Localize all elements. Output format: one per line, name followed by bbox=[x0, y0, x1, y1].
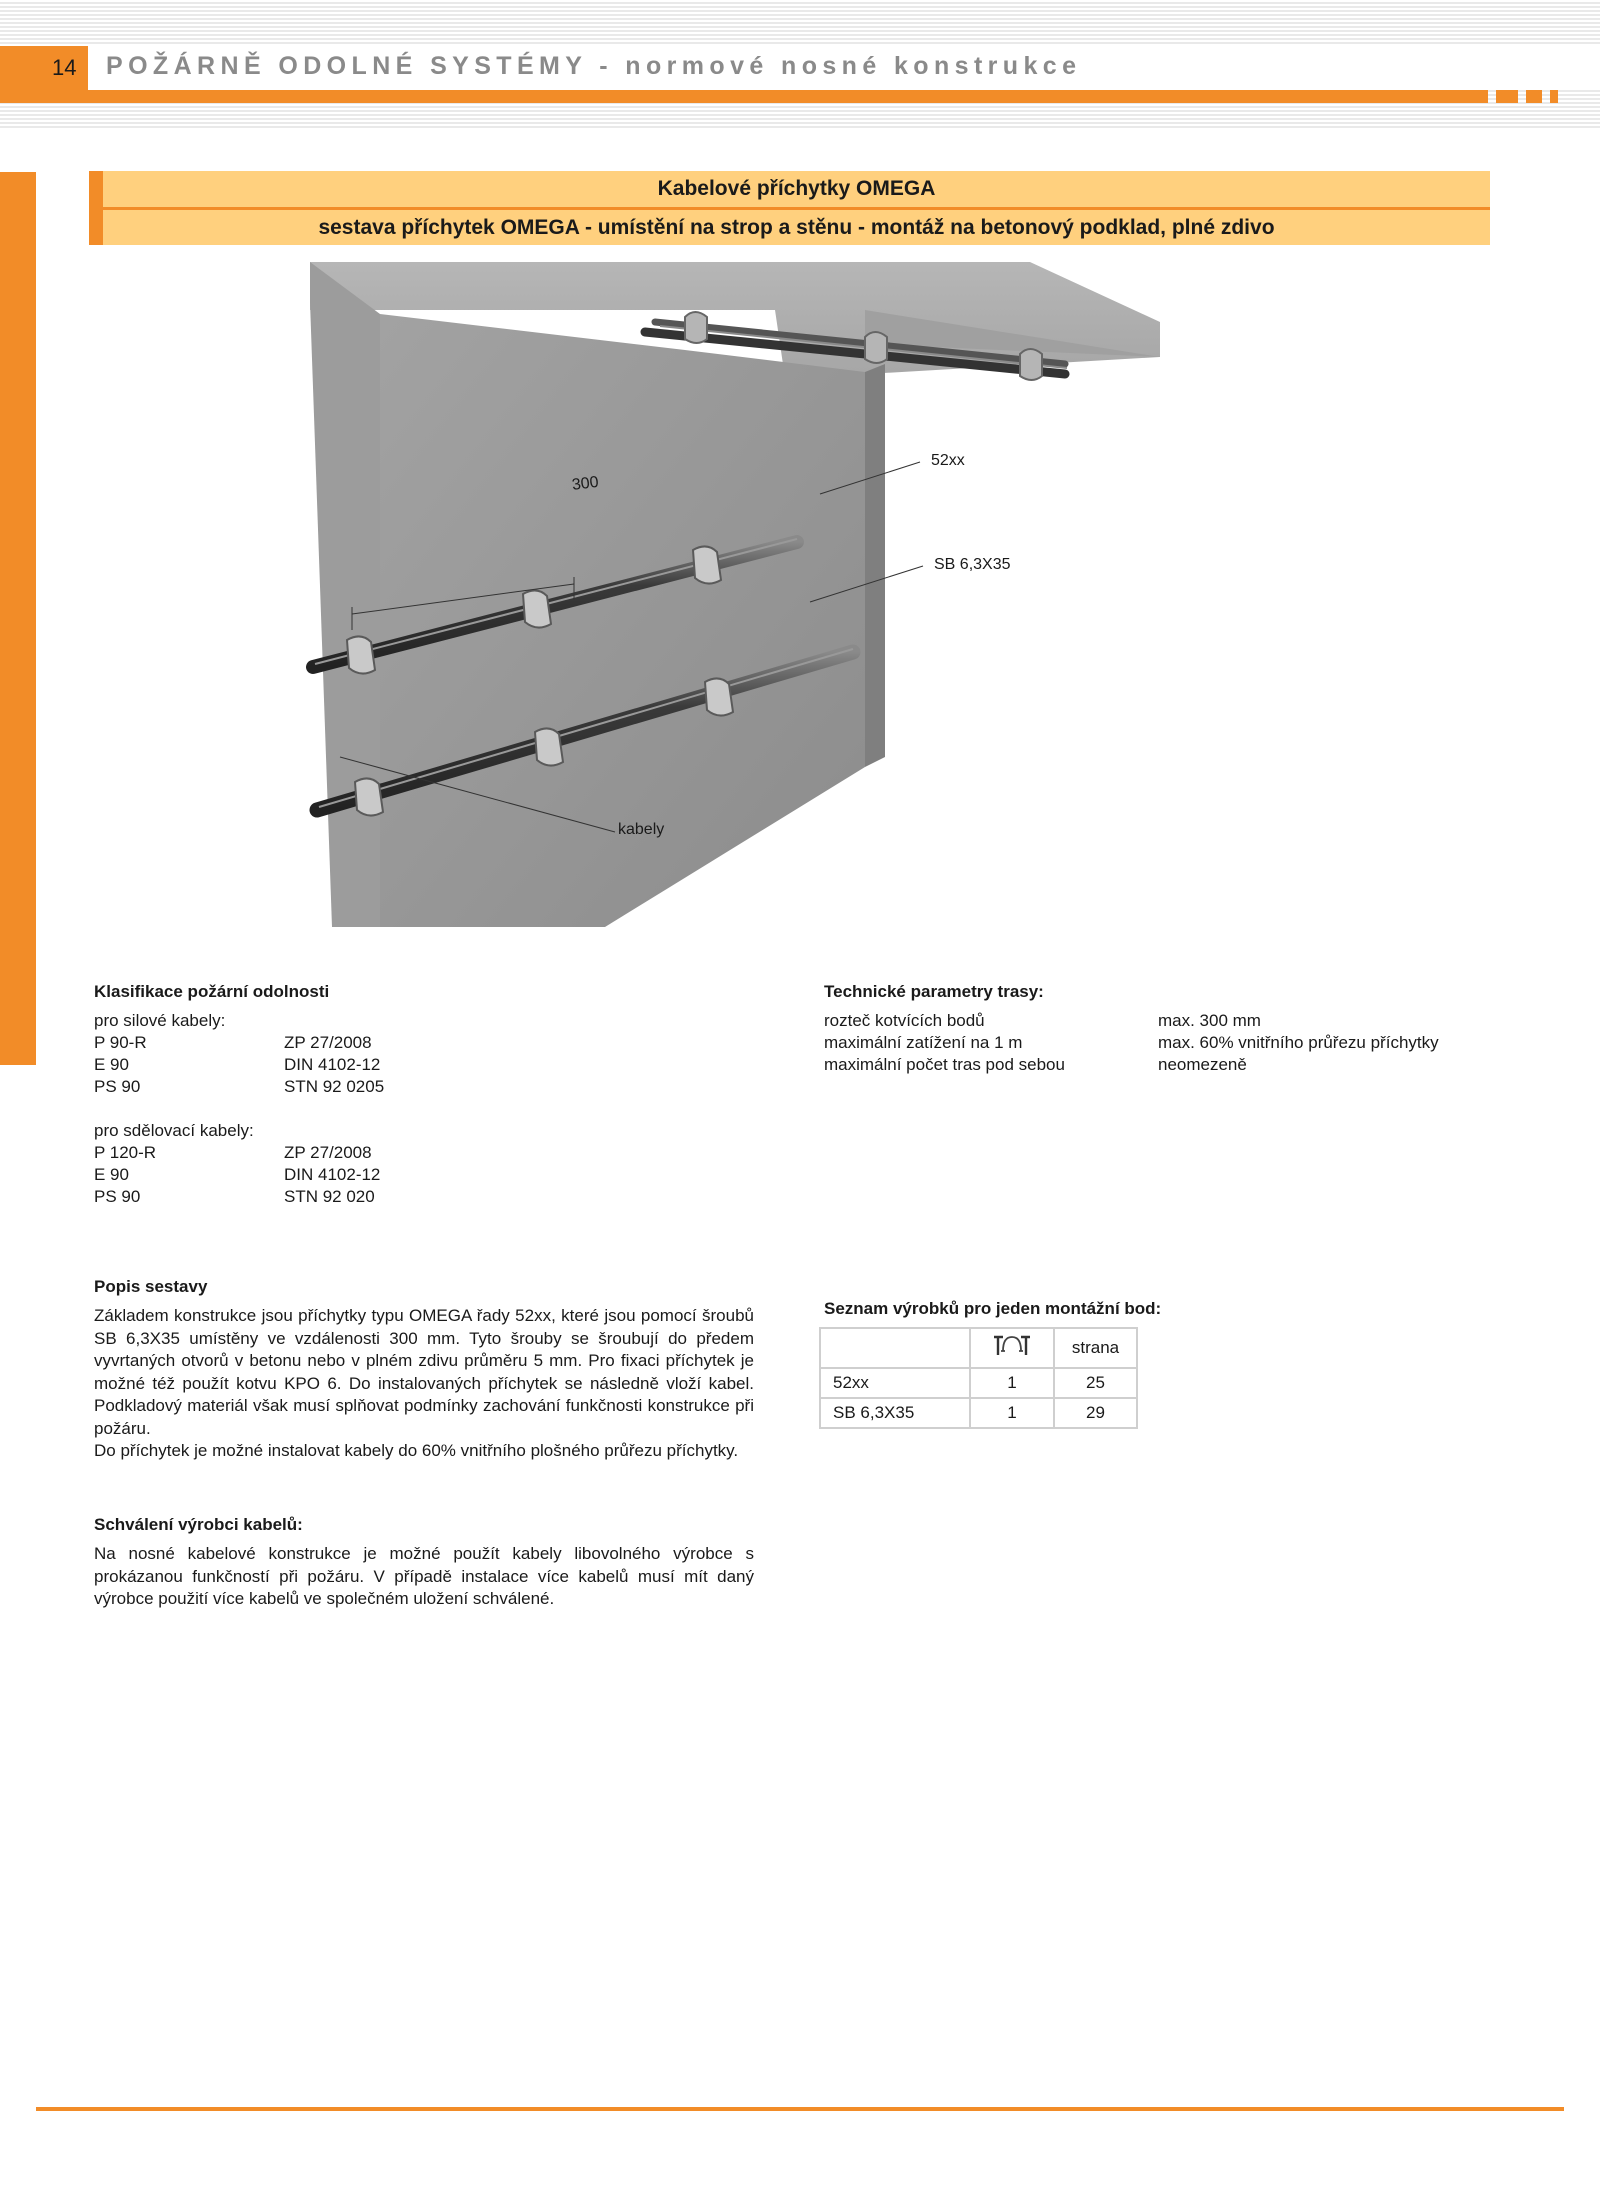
standard-row: ZP 27/2008 bbox=[284, 1143, 372, 1162]
header-title-sub: - normové nosné konstrukce bbox=[586, 52, 1082, 80]
class-row: PS 90 bbox=[94, 1077, 141, 1096]
class-row: E 90 bbox=[94, 1055, 129, 1074]
signal-cables-label: pro sdělovací kabely: bbox=[94, 1121, 254, 1140]
header-title bbox=[106, 52, 1081, 81]
description-text bbox=[94, 1305, 754, 1463]
power-cables-label: pro silové kabely: bbox=[94, 1011, 226, 1030]
products-heading: Seznam výrobků pro jeden montážní bod: bbox=[824, 1299, 1162, 1318]
side-orange-bar bbox=[0, 172, 36, 1065]
standard-row: DIN 4102-12 bbox=[284, 1165, 381, 1184]
wall-edge bbox=[865, 364, 885, 767]
table-header-row bbox=[820, 1328, 1137, 1368]
product-name: SB 6,3X35 bbox=[820, 1398, 970, 1428]
standard-row: ZP 27/2008 bbox=[284, 1033, 372, 1052]
product-page: 29 bbox=[1054, 1398, 1137, 1428]
header-bar-square bbox=[1550, 90, 1558, 103]
class-row: P 90-R bbox=[94, 1033, 147, 1052]
assembly-illustration bbox=[305, 262, 1205, 927]
section-subtitle: sestava příchytek OMEGA - umístění na strop a stěnu - montáž na betonový podklad, plné zdivo bbox=[103, 210, 1490, 245]
product-page: 25 bbox=[1054, 1368, 1137, 1398]
table-header-cell bbox=[820, 1328, 970, 1368]
param-value: neomezeně bbox=[1158, 1055, 1247, 1074]
classification-heading: Klasifikace požární odolnosti bbox=[94, 982, 330, 1001]
callout-screw: SB 6,3X35 bbox=[934, 556, 1011, 573]
description-paragraph-2: Do příchytek je možné instalovat kabely do 60% vnitřního plošného průřezu příchytky. bbox=[94, 1441, 739, 1460]
product-name: 52xx bbox=[820, 1368, 970, 1398]
section-title: Kabelové příchytky OMEGA bbox=[103, 171, 1490, 207]
approval-heading: Schválení výrobci kabelů: bbox=[94, 1515, 303, 1534]
param-name: maximální zatížení na 1 m bbox=[824, 1033, 1023, 1052]
header-title-main: POŽÁRNĚ ODOLNÉ SYSTÉMY bbox=[106, 52, 587, 80]
description-heading: Popis sestavy bbox=[94, 1277, 208, 1296]
table-header-cell bbox=[970, 1328, 1054, 1368]
footer-line bbox=[36, 2107, 1564, 2111]
class-row: E 90 bbox=[94, 1165, 129, 1184]
products-table bbox=[819, 1327, 1138, 1429]
title-accent bbox=[89, 171, 103, 245]
class-row: P 120-R bbox=[94, 1143, 157, 1162]
table-row bbox=[820, 1398, 1137, 1428]
param-name: maximální počet tras pod sebou bbox=[824, 1055, 1065, 1074]
clip-pair-icon bbox=[988, 1331, 1036, 1361]
header-orange-bar bbox=[0, 90, 1488, 103]
product-qty: 1 bbox=[970, 1398, 1054, 1428]
product-qty: 1 bbox=[970, 1368, 1054, 1398]
wall-side bbox=[310, 262, 380, 927]
tech-params-heading: Technické parametry trasy: bbox=[824, 982, 1044, 1001]
header-bar-square bbox=[1526, 90, 1542, 103]
param-name: rozteč kotvících bodů bbox=[824, 1011, 985, 1030]
page-number: 14 bbox=[52, 55, 77, 80]
header-bar-square bbox=[1496, 90, 1518, 103]
description-paragraph: Základem konstrukce jsou příchytky typu OMEGA řady 52xx, které jsou pomocí šroubů SB 6,3X35 umístěny ve vzdálenosti 300 mm. Tyto šrouby se šroubují do předem vyvrtaných otvorů v betonu nebo v plném zdivu průměru 5 mm. Pro fixaci příchytek je možné též použít kotvu KPO 6. Do instalovaných příchytek se následně vloží kabel. Podkladový materiál však musí splňovat podmínky zachování funkčnosti konstrukce při požáru. bbox=[94, 1306, 754, 1438]
param-value: max. 60% vnitřního průřezu příchytky bbox=[1158, 1033, 1439, 1052]
standard-row: DIN 4102-12 bbox=[284, 1055, 381, 1074]
table-header-page: strana bbox=[1054, 1328, 1137, 1368]
class-row: PS 90 bbox=[94, 1187, 141, 1206]
table-row bbox=[820, 1368, 1137, 1398]
dimension-label: 300 bbox=[571, 473, 600, 494]
standard-row: STN 92 0205 bbox=[284, 1077, 385, 1096]
callout-clip: 52xx bbox=[931, 452, 965, 469]
standard-row: STN 92 020 bbox=[284, 1187, 375, 1206]
callout-cables: kabely bbox=[618, 821, 665, 838]
approval-text: Na nosné kabelové konstrukce je možné použít kabely libovolného výrobce s prokázanou funkčností při požáru. V případě instalace více kabelů musí mít daný výrobce použití více kabelů ve společném uložení schválené. bbox=[94, 1544, 754, 1608]
param-value: max. 300 mm bbox=[1158, 1011, 1261, 1030]
